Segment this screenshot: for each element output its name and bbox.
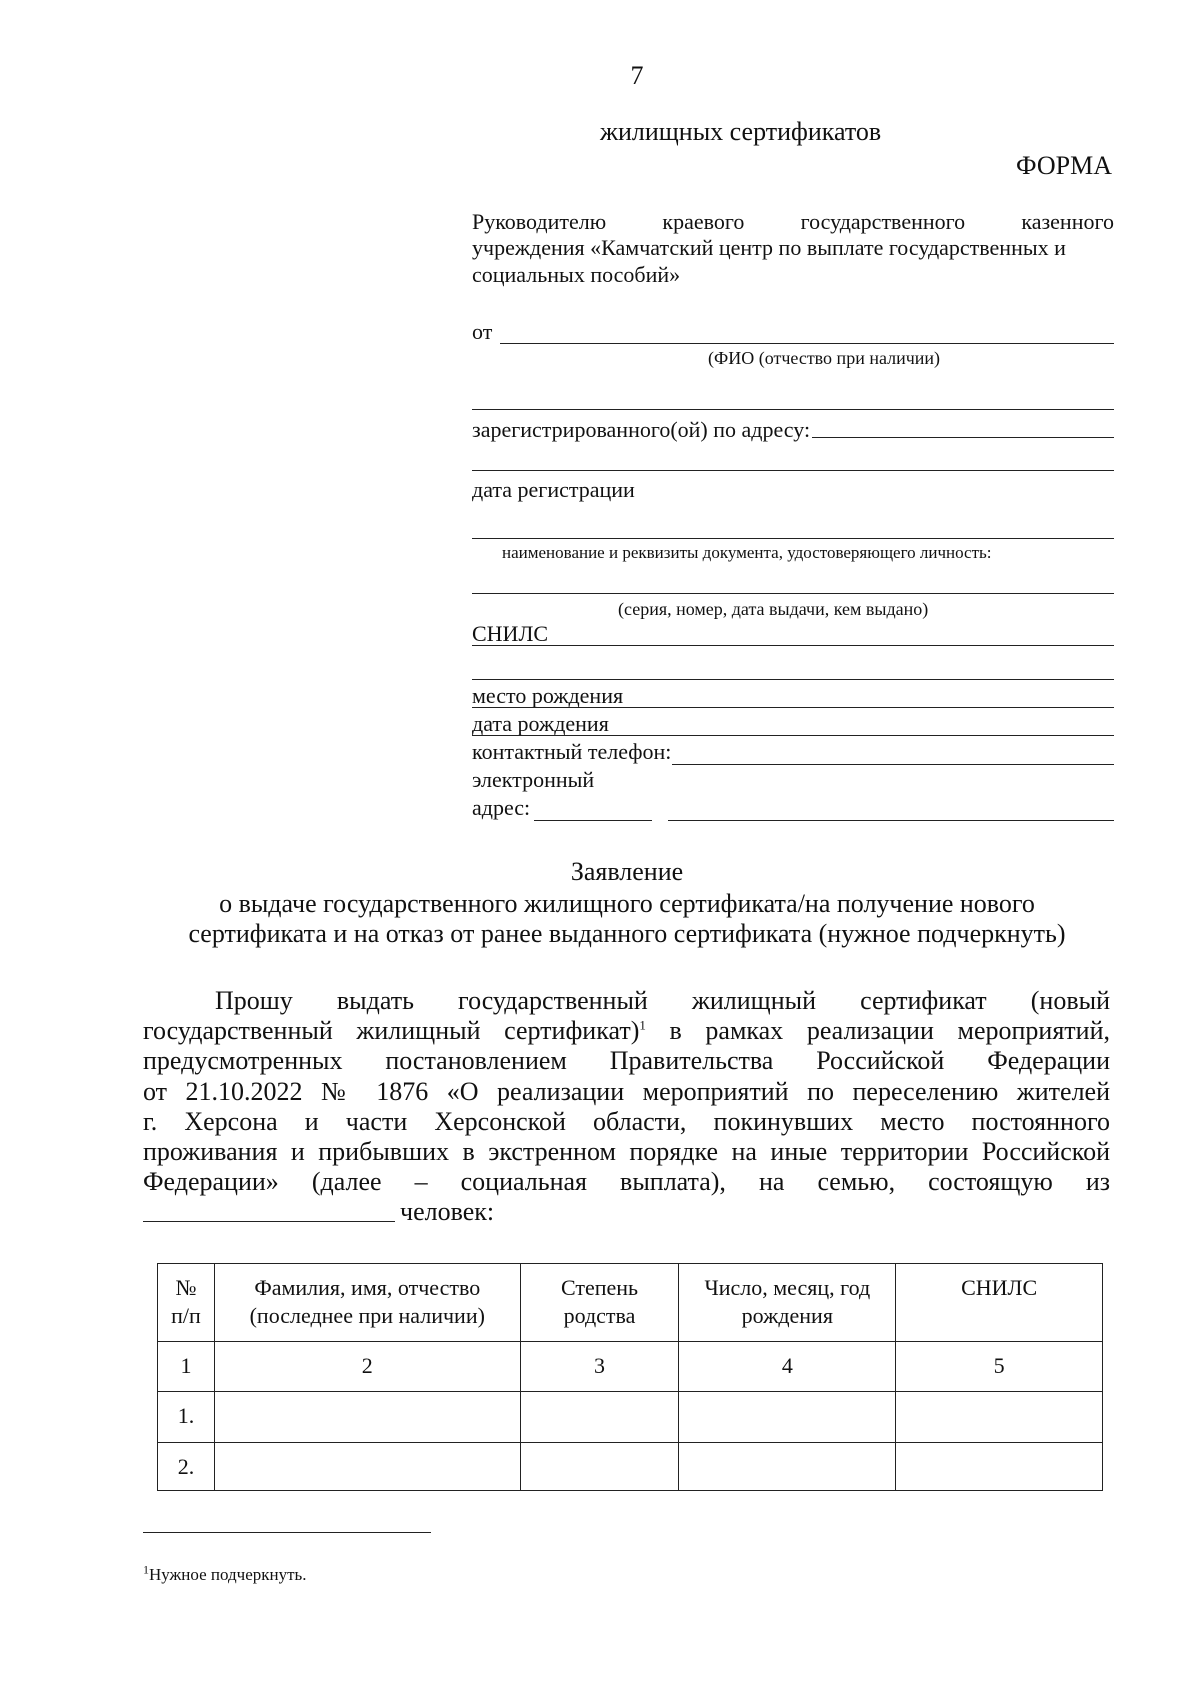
table-row	[158, 1392, 1103, 1443]
col-number: 2	[214, 1342, 520, 1392]
footnote-mark: 1	[143, 1562, 149, 1577]
col-number: 4	[679, 1342, 896, 1392]
addressee-word: краевого	[662, 209, 745, 234]
family-size-blank[interactable]	[143, 1221, 395, 1222]
addressee-word: казенного	[1021, 209, 1114, 234]
table-cell-birthdate[interactable]	[679, 1392, 896, 1443]
registration-date-label: дата регистрации	[472, 477, 635, 502]
col-number: 1	[158, 1342, 215, 1392]
fio-hint: (ФИО (отчество при наличии)	[708, 348, 941, 368]
table-row	[158, 1443, 1103, 1491]
snils-line-2[interactable]	[472, 679, 1114, 680]
col-number: 5	[896, 1342, 1103, 1392]
phone-line[interactable]	[672, 764, 1114, 765]
body-line-8: человек:	[143, 1197, 1110, 1227]
footnote	[143, 1562, 307, 1585]
birthdate-line[interactable]	[472, 735, 1114, 736]
header-cell-name: Фамилия, имя, отчество (последнее при наличии)	[214, 1264, 520, 1342]
snils-line[interactable]	[472, 645, 1114, 646]
id-document-label: наименование и реквизиты документа, удостоверяющего личность:	[502, 543, 992, 562]
email-line[interactable]	[668, 820, 1114, 821]
registered-address-label: зарегистрированного(ой) по адресу:	[472, 417, 811, 442]
footnote-text: Нужное подчеркнуть.	[149, 1565, 307, 1584]
document-subtitle-1: о выдаче государственного жилищного сертификата/на получение нового	[219, 889, 1035, 918]
id-document-hint: (серия, номер, дата выдачи, кем выдано)	[618, 599, 929, 619]
body-line-6: проживания и прибывших в экстренном порядке на иные территории Российской	[143, 1137, 1110, 1167]
body-paragraph	[143, 986, 1110, 1228]
table-cell-snils[interactable]	[896, 1392, 1103, 1443]
phone-label: контактный телефон:	[472, 739, 672, 764]
table-cell-name[interactable]	[214, 1443, 520, 1491]
from-label: от	[472, 319, 493, 344]
document-title: Заявление	[570, 857, 684, 886]
registration-date-line[interactable]	[472, 538, 1114, 539]
id-document-line[interactable]	[472, 593, 1114, 594]
table-header-row	[158, 1264, 1103, 1342]
table-cell-relation[interactable]	[520, 1443, 679, 1491]
body-line-2: государственный жилищный сертификат)$^1$ в рамках реализации мероприятий,	[143, 1016, 1110, 1046]
email-label-2: адрес:	[472, 795, 531, 820]
body-line-5: г. Херсона и части Херсонской области, покинувших место постоянного	[143, 1106, 1110, 1136]
addressee-line-2: учреждения «Камчатский центр по выплате государственных и	[472, 235, 1066, 260]
header-cell-relation: Степень родства	[520, 1264, 679, 1342]
birthplace-line[interactable]	[472, 707, 1114, 708]
addressee-line-3: социальных пособий»	[472, 262, 681, 287]
table-cell-relation[interactable]	[520, 1392, 679, 1443]
table-cell-snils[interactable]	[896, 1443, 1103, 1491]
extra-line[interactable]	[472, 409, 1114, 410]
row-number: 1.	[158, 1392, 215, 1443]
body-line-4: от 21.10.2022 № 1876 «О реализации мероприятий по переселению жителей	[143, 1076, 1110, 1106]
table-cell-birthdate[interactable]	[679, 1443, 896, 1491]
header-continuation: жилищных сертификатов	[600, 117, 882, 146]
birthdate-label: дата рождения	[472, 711, 609, 736]
registered-address-line[interactable]	[812, 437, 1114, 438]
footnote-separator	[143, 1532, 431, 1533]
fio-line[interactable]	[500, 343, 1114, 344]
addressee-word: государственного	[800, 209, 966, 234]
table-cell-name[interactable]	[214, 1392, 520, 1443]
document-subtitle-2: сертификата и на отказ от ранее выданного сертификата (нужное подчеркнуть)	[188, 919, 1066, 948]
table-numbering-row	[158, 1342, 1103, 1392]
header-cell-snils: СНИЛС	[896, 1264, 1103, 1342]
body-line-3: предусмотренных постановлением Правительства Российской Федерации	[143, 1046, 1110, 1076]
header-cell-number: № п/п	[158, 1264, 215, 1342]
email-label-1: электронный	[472, 767, 595, 792]
email-line-short[interactable]	[534, 820, 652, 821]
addressee-line-1	[472, 208, 1114, 236]
header-cell-birthdate: Число, месяц, год рождения	[679, 1264, 896, 1342]
body-line-7: Федерации» (далее – социальная выплата), на семью, состоящую из	[143, 1167, 1110, 1197]
addressee-word: Руководителю	[472, 209, 607, 234]
page-number: 7	[630, 61, 644, 90]
birthplace-label: место рождения	[472, 683, 624, 708]
snils-label: СНИЛС	[472, 621, 549, 646]
registered-address-line-2[interactable]	[472, 470, 1114, 471]
footnote-ref: 1	[639, 1017, 646, 1033]
family-table	[157, 1263, 1103, 1491]
form-label: ФОРМА	[1016, 151, 1112, 180]
body-line-1: Прошу выдать государственный жилищный сертификат (новый	[215, 986, 1110, 1015]
col-number: 3	[520, 1342, 679, 1392]
row-number: 2.	[158, 1443, 215, 1491]
